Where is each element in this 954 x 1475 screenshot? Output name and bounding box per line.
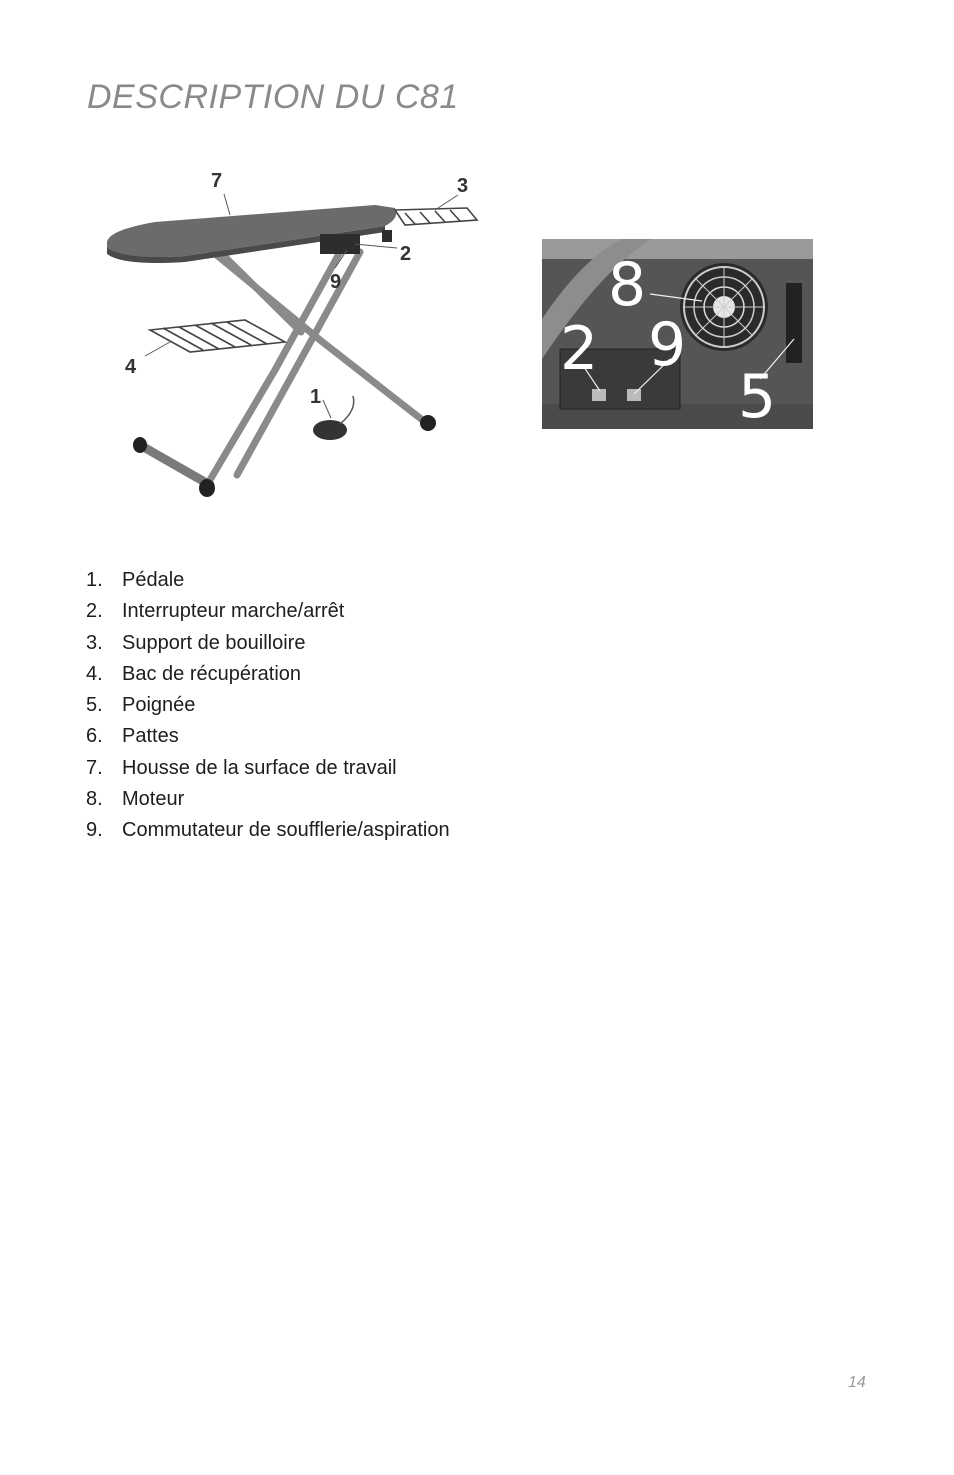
item-label: Housse de la surface de travail xyxy=(122,756,397,779)
item-label: Bac de récupération xyxy=(122,662,302,685)
item-number: 6. xyxy=(86,725,103,748)
item-label: Commutateur de soufflerie/aspiration xyxy=(122,819,450,842)
photo-callout: 9 xyxy=(648,310,687,380)
item-number: 9. xyxy=(86,819,103,842)
list-item xyxy=(86,597,450,628)
list-item xyxy=(86,785,450,816)
item-number: 3. xyxy=(86,631,103,654)
item-number: 5. xyxy=(86,694,103,717)
photo-callout: 2 xyxy=(560,314,599,384)
item-label: Poignée xyxy=(122,694,196,717)
list-item xyxy=(86,691,450,722)
board-callout: 7 xyxy=(211,170,223,192)
item-number: 8. xyxy=(86,788,103,811)
photo-callout: 5 xyxy=(738,362,777,429)
item-number: 7. xyxy=(86,756,103,779)
item-label: Interrupteur marche/arrêt xyxy=(122,600,345,623)
item-label: Moteur xyxy=(122,788,185,811)
item-label: Support de bouilloire xyxy=(122,631,306,654)
list-item xyxy=(86,566,450,597)
page-title: DESCRIPTION DU C81 xyxy=(87,78,459,116)
photo-callout: 8 xyxy=(608,250,647,320)
item-label: Pédale xyxy=(122,569,185,591)
item-number: 4. xyxy=(86,662,103,685)
list-item xyxy=(86,629,450,660)
board-callout: 9 xyxy=(330,271,342,293)
board-callout: 2 xyxy=(400,243,412,265)
ironing-board-illustration xyxy=(95,160,495,510)
list-item xyxy=(86,754,450,785)
board-callout: 3 xyxy=(457,175,469,197)
item-number: 2. xyxy=(86,600,103,623)
list-item xyxy=(86,816,450,847)
page-number: 14 xyxy=(848,1374,866,1391)
parts-list xyxy=(86,566,450,848)
item-label: Pattes xyxy=(122,725,179,748)
motor-closeup-photo xyxy=(542,239,813,429)
item-number: 1. xyxy=(86,569,103,591)
list-item xyxy=(86,660,450,691)
list-item xyxy=(86,722,450,753)
board-callout: 4 xyxy=(125,356,137,378)
board-callout: 1 xyxy=(310,386,322,408)
